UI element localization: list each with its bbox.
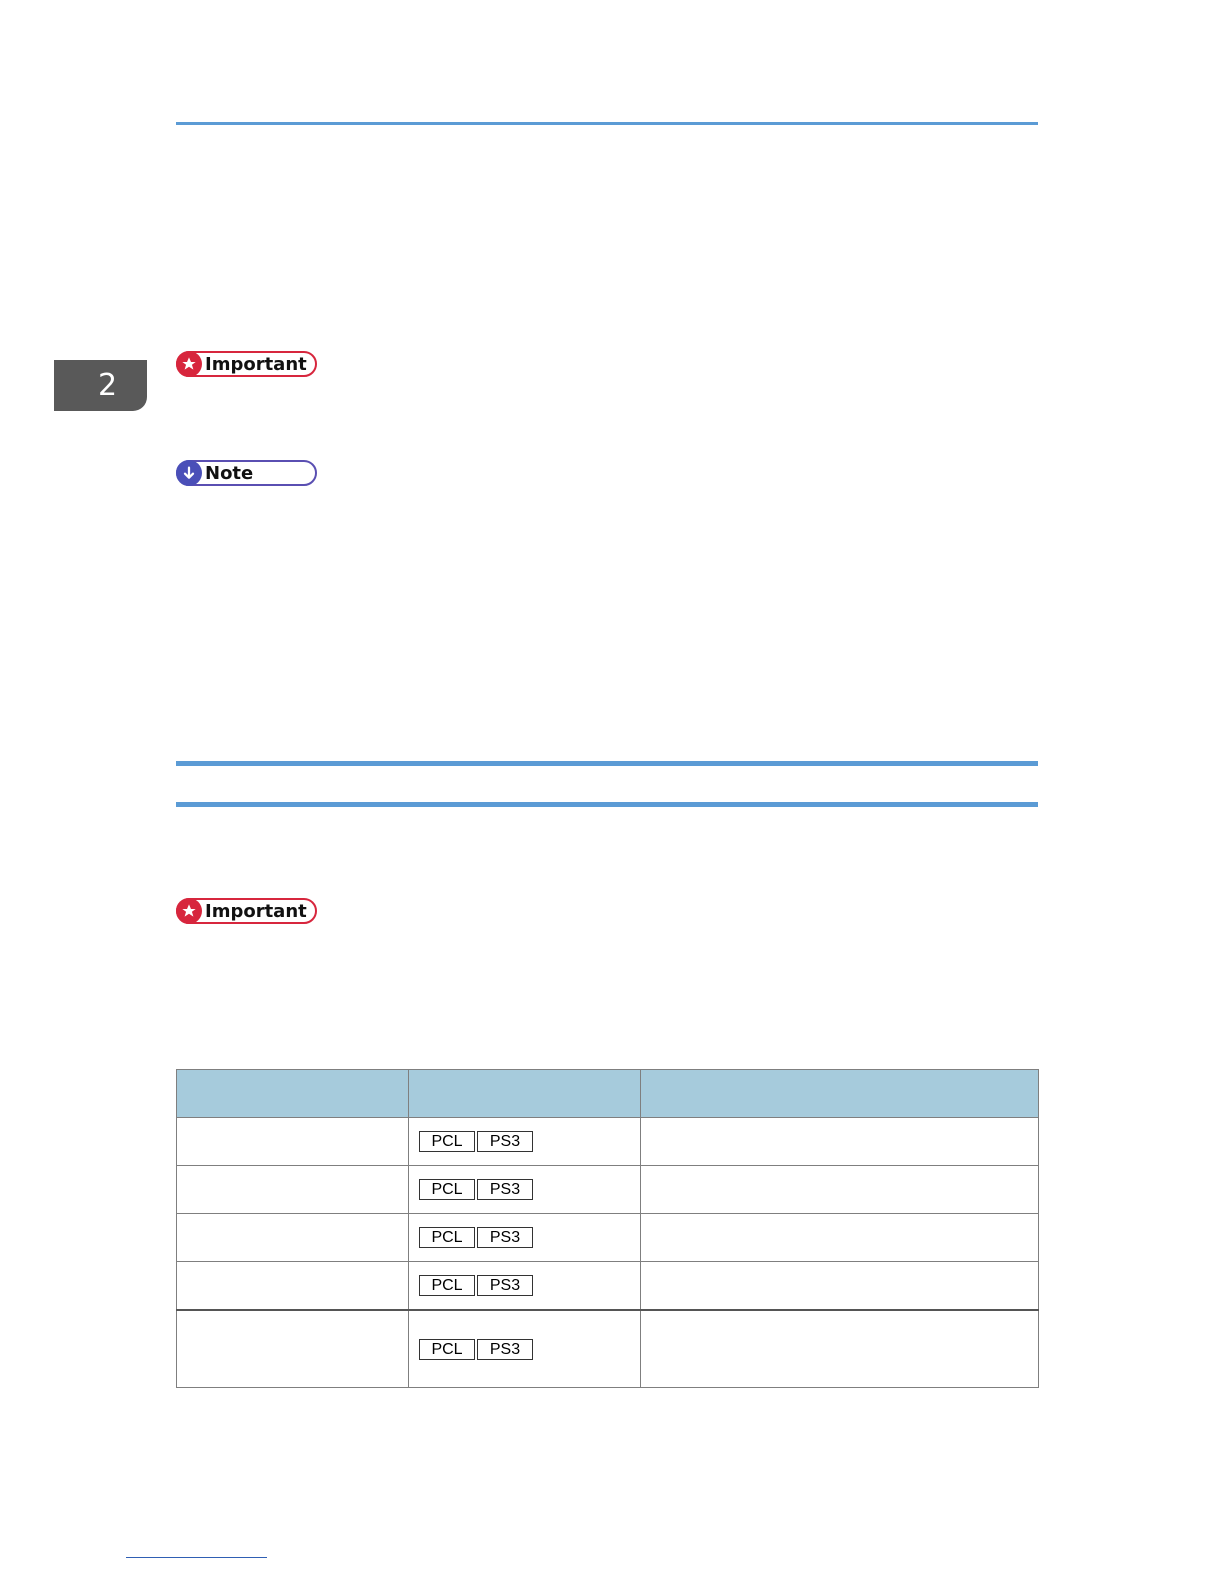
ps3-tag: PS3 <box>477 1275 533 1296</box>
pcl-tag: PCL <box>419 1275 475 1296</box>
table-row <box>177 1214 1039 1262</box>
table-row <box>177 1262 1039 1311</box>
table-cell <box>641 1166 1039 1214</box>
pcl-tag: PCL <box>419 1339 475 1360</box>
table-header-row <box>177 1070 1039 1118</box>
pcl-tag: PCL <box>419 1179 475 1200</box>
table-cell <box>177 1214 409 1262</box>
header-cell <box>409 1070 641 1118</box>
chapter-number: 2 <box>97 368 118 403</box>
ps3-tag: PS3 <box>477 1339 533 1360</box>
table-cell <box>177 1166 409 1214</box>
ps3-tag: PS3 <box>477 1227 533 1248</box>
language-tags-cell <box>409 1166 641 1214</box>
table-cell <box>641 1262 1039 1311</box>
table-row <box>177 1310 1039 1388</box>
table-cell <box>641 1214 1039 1262</box>
important-badge <box>176 351 317 377</box>
star-icon <box>176 351 202 377</box>
header-rule <box>176 122 1038 125</box>
language-tags-cell <box>409 1310 641 1388</box>
note-badge <box>176 460 317 486</box>
header-cell <box>177 1070 409 1118</box>
footer-link[interactable] <box>126 1557 267 1558</box>
language-tags-cell <box>409 1262 641 1311</box>
header-cell <box>641 1070 1039 1118</box>
note-label: Note <box>205 462 254 484</box>
table-cell <box>177 1118 409 1166</box>
table-cell <box>641 1118 1039 1166</box>
table-row <box>177 1118 1039 1166</box>
language-tags-cell <box>409 1214 641 1262</box>
ps3-tag: PS3 <box>477 1179 533 1200</box>
section-rule-top <box>176 761 1038 766</box>
table-cell <box>641 1310 1039 1388</box>
table-row <box>177 1166 1039 1214</box>
important-label: Important <box>205 900 307 922</box>
ps3-tag: PS3 <box>477 1131 533 1152</box>
language-tags-cell <box>409 1118 641 1166</box>
chapter-tab <box>54 360 147 411</box>
star-icon <box>176 898 202 924</box>
language-support-table <box>176 1069 1039 1388</box>
arrow-down-icon <box>176 460 202 486</box>
table-cell <box>177 1262 409 1311</box>
pcl-tag: PCL <box>419 1227 475 1248</box>
section-rule-bottom <box>176 802 1038 807</box>
table-cell <box>177 1310 409 1388</box>
important-badge <box>176 898 317 924</box>
important-label: Important <box>205 353 307 375</box>
pcl-tag: PCL <box>419 1131 475 1152</box>
